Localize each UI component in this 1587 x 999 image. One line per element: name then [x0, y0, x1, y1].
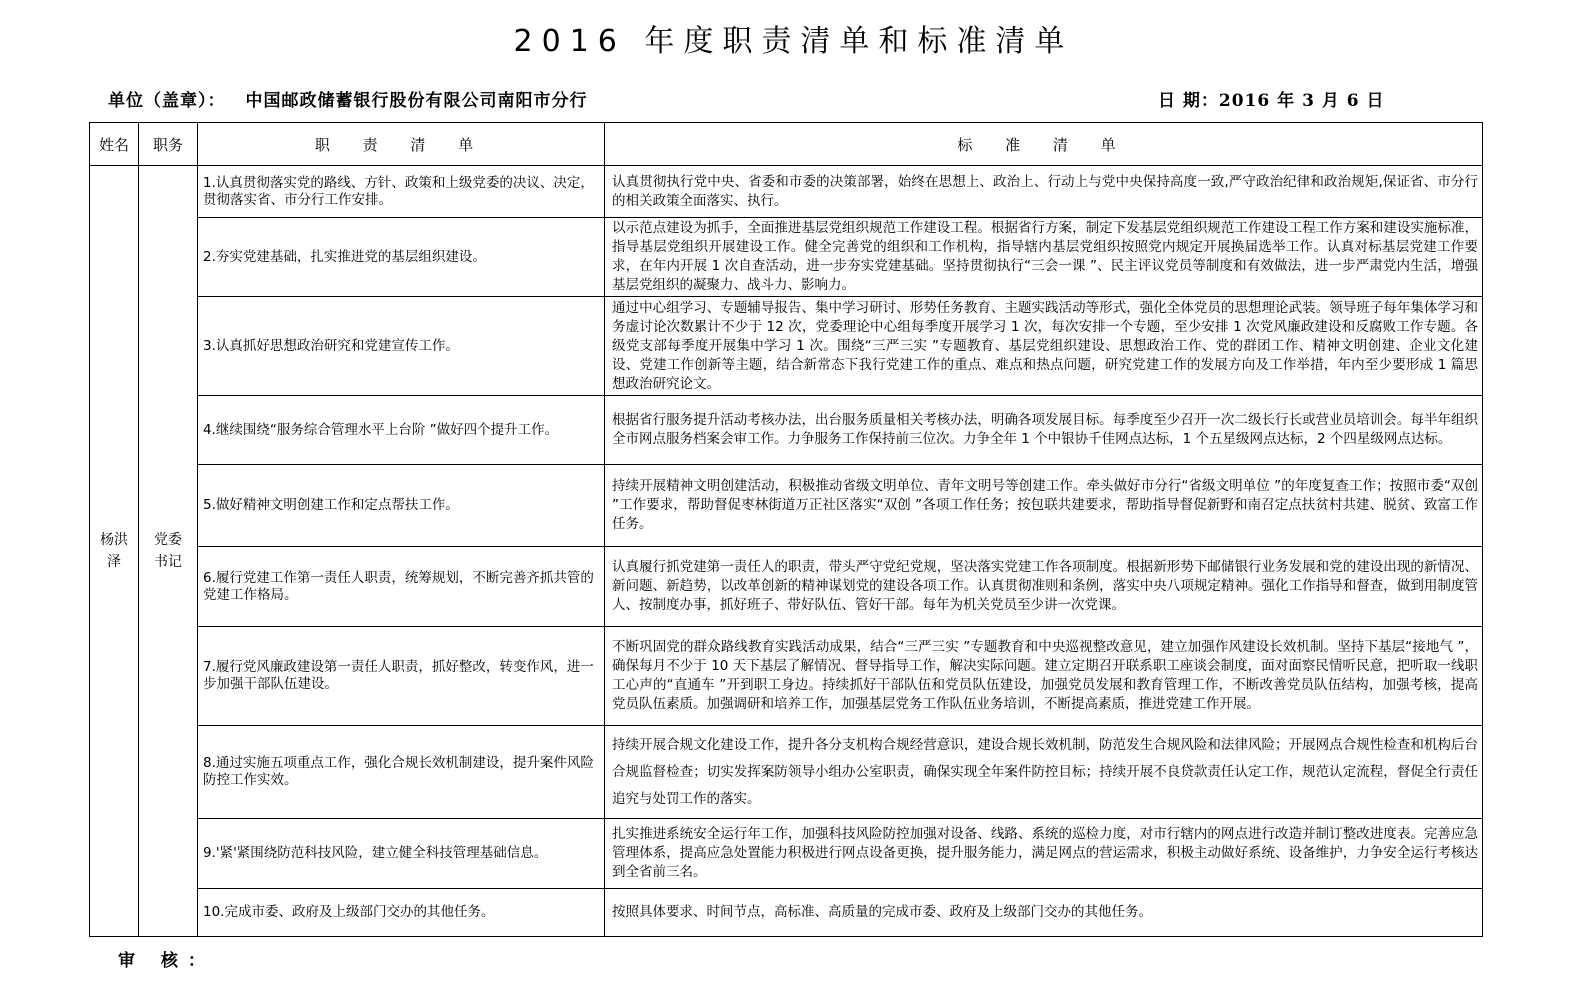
duty-standard-table [89, 122, 1483, 937]
date-value: 2016 年 3 月 6 日 [1218, 91, 1385, 111]
column-header-role: 职务 [139, 123, 198, 166]
page-title: 2016 年度职责清单和标准清单 [513, 24, 1074, 59]
duty-cell: 3.认真抓好思想政治研究和党建宣传工作。 [198, 297, 605, 396]
standard-cell: 持续开展合规文化建设工作，提升各分支机构合规经营意识，建设合规长效机制，防范发生合规风险和法律风险；开展网点合规性检查和机构后台合规监督检查；切实发挥案防领导小组办公室职责，确保实现全年案件防控目标；持续开展不良贷款责任认定工作，规范认定流程，督促全行责任追究与处罚工作的落实。 [605, 726, 1483, 819]
standard-cell: 认真履行抓党建第一责任人的职责，带头严守党纪党规，坚决落实党建工作各项制度。根据新形势下邮储银行业务发展和党的建设出现的新情况、新问题、新趋势，以改革创新的精神谋划党的建设各项工作。认真贯彻准则和条例，落实中央八项规定精神。强化工作指导和督查，做到用制度管人、按制度办事，抓好班子、带好队伍、管好干部。每年为机关党员至少讲一次党课。 [605, 547, 1483, 627]
table-row [90, 819, 1483, 889]
unit-line [108, 86, 588, 111]
column-header-standard: 标 准 清 单 [605, 123, 1483, 166]
unit-label: 单位（盖章）： [108, 91, 226, 111]
table-row [90, 547, 1483, 627]
duty-cell: 2.夯实党建基础，扎实推进党的基层组织建设。 [198, 218, 605, 297]
standard-cell: 按照具体要求、时间节点，高标准、高质量的完成市委、政府及上级部门交办的其他任务。 [605, 889, 1483, 937]
table-row [90, 218, 1483, 297]
standard-cell: 根据省行服务提升活动考核办法，出台服务质量相关考核办法，明确各项发展目标。每季度至少召开一次二级长行长或营业员培训会。每半年组织全市网点服务档案会审工作。力争服务工作保持前三位次。力争全年 1 个中银协千佳网点达标，1 个五星级网点达标，2 个四星级网点达标。 [605, 396, 1483, 465]
table-row [90, 726, 1483, 819]
duty-cell: 6.履行党建工作第一责任人职责，统筹规划，不断完善齐抓共管的党建工作格局。 [198, 547, 605, 627]
unit-value: 中国邮政储蓄银行股份有限公司南阳市分行 [245, 91, 588, 111]
column-header-duty: 职 责 清 单 [198, 123, 605, 166]
date-label: 日 期： [1158, 91, 1219, 111]
date-line [1158, 86, 1385, 111]
standard-cell: 通过中心组学习、专题辅导报告、集中学习研讨、形势任务教育、主题实践活动等形式，强化全体党员的思想理论武装。领导班子每年集体学习和务虚讨论次数累计不少于 12 次，党委理论中心组每季度开展学习 1 次，每次安排一个专题，至少安排 1 次党风廉政建设和反腐败工作专题。各级党支部每季度开展集中学习 1 次。围绕“三严三实 ”专题教育、基层党组织建设、思想政治工作、党的群团工作、精神文明创建、企业文化建设、党建工作创新等主题，结合新常态下我行党建工作的重点、难点和热点问题，研究党建工作的发展方向及工作举措，年内至少要形成 1 篇思想政治研究论文。 [605, 297, 1483, 396]
table-row [90, 465, 1483, 547]
duty-cell: 1.认真贯彻落实党的路线、方针、政策和上级党委的决议、决定，贯彻落实省、市分行工作安排。 [198, 166, 605, 218]
table-row [90, 166, 1483, 218]
duty-cell: 5.做好精神文明创建工作和定点帮扶工作。 [198, 465, 605, 547]
standard-cell: 认真贯彻执行党中央、省委和市委的决策部署，始终在思想上、政治上、行动上与党中央保持高度一致,严守政治纪律和政治规矩,保证省、市分行的相关政策全面落实、执行。 [605, 166, 1483, 218]
duty-cell: 7.履行党风廉政建设第一责任人职责，抓好整改，转变作风，进一步加强干部队伍建设。 [198, 627, 605, 726]
table-row [90, 627, 1483, 726]
review-label: 审 核： [118, 951, 215, 971]
table-row [90, 396, 1483, 465]
standard-cell: 以示范点建设为抓手，全面推进基层党组织规范工作建设工程。根据省行方案，制定下发基层党组织规范工作建设工程工作方案和建设实施标准，指导基层党组织开展建设工作。健全完善党的组织和工作机构，指导辖内基层党组织按照党内规定开展换届选举工作。认真对标基层党建工作要求，在年内开展 1 次自查活动，进一步夯实党建基础。坚持贯彻执行“三会一课 ”、民主评议党员等制度和有效做法，进一步严肃党内生活，增强基层党组织的凝聚力、战斗力、影响力。 [605, 218, 1483, 297]
table-row [90, 297, 1483, 396]
standard-cell: 持续开展精神文明创建活动，积极推动省级文明单位、青年文明号等创建工作。牵头做好市分行“省级文明单位 ”的年度复查工作；按照市委“双创 ”工作要求，帮助督促枣林街道万正社区落实“双创 ”各项工作任务；按包联共建要求，帮助指导督促新野和南召定点扶贫村共建、脱贫、致富工作任务。 [605, 465, 1483, 547]
table-header-row [90, 123, 1483, 166]
person-role: 党委书记 [139, 166, 198, 937]
standard-cell: 不断巩固党的群众路线教育实践活动成果，结合“三严三实 ”专题教育和中央巡视整改意见，建立加强作风建设长效机制。坚持下基层“接地气 ”，确保每月不少于 10 天下基层了解情况、督导指导工作，解决实际问题。建立定期召开联系职工座谈会制度，面对面察民情听民意，把听取一线职工心声的“直通车 ”开到职工身边。持续抓好干部队伍和党员队伍建设，加强党员发展和教育管理工作，不断改善党员队伍结构，加强考核，提高党员队伍素质。加强调研和培养工作，加强基层党务工作队伍业务培训，不断提高素质，推进党建工作开展。 [605, 627, 1483, 726]
column-header-name: 姓名 [90, 123, 139, 166]
person-name: 杨洪泽 [90, 166, 139, 937]
duty-cell: 9.'紧'紧围绕防范科技风险，建立健全科技管理基础信息。 [198, 819, 605, 889]
table-row [90, 889, 1483, 937]
duty-cell: 10.完成市委、政府及上级部门交办的其他任务。 [198, 889, 605, 937]
standard-cell: 扎实推进系统安全运行年工作，加强科技风险防控加强对设备、线路、系统的巡检力度，对市行辖内的网点进行改造并制订整改进度表。完善应急管理体系，提高应急处置能力积极进行网点设备更换，提升服务能力，满足网点的营运需求，积极主动做好系统、设备维护，力争安全运行考核达到全省前三名。 [605, 819, 1483, 889]
duty-cell: 4.继续围绕“服务综合管理水平上台阶 ”做好四个提升工作。 [198, 396, 605, 465]
duty-cell: 8.通过实施五项重点工作，强化合规长效机制建设，提升案件风险防控工作实效。 [198, 726, 605, 819]
